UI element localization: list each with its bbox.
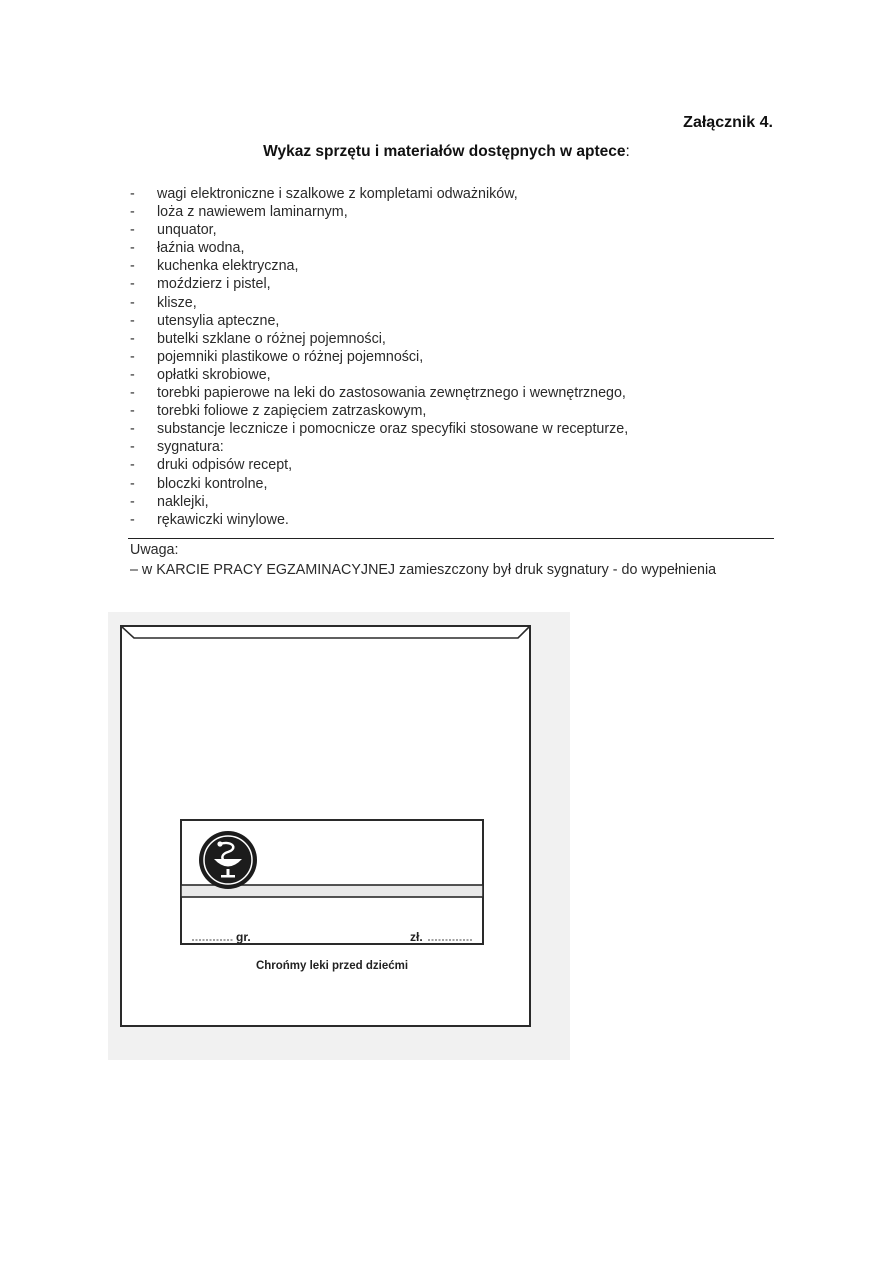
list-bullet: - [130,457,135,474]
list-bullet: - [130,186,135,202]
list-item-text: łaźnia wodna, [157,240,245,257]
equipment-list-item [130,402,775,420]
list-bullet: - [130,493,135,510]
document-title-colon: : [625,143,630,160]
equipment-list-item [130,438,775,456]
equipment-list-item [130,312,775,330]
note-text: – w KARCIE PRACY EGZAMINACYJNEJ zamieszczony był druk sygnatury - do wypełnienia [130,562,717,578]
list-item-text: loża z nawiewem laminarnym, [157,204,348,221]
equipment-list-item [130,203,775,221]
equipment-list-item [130,348,775,366]
list-bullet: - [130,475,135,492]
envelope-figure [108,612,570,1060]
document-title [0,143,893,161]
list-item-text: wagi elektroniczne i szalkowe z kompletami odważników, [157,186,518,202]
equipment-list-item [130,384,775,402]
list-item-text: druki odpisów recept, [157,457,293,474]
list-bullet: - [130,204,135,221]
equipment-list-item [130,330,775,348]
note-label: Uwaga: [130,542,179,558]
equipment-list-item [130,185,775,203]
list-item-text: utensylia apteczne, [157,312,280,329]
equipment-list-item [130,456,775,474]
equipment-list-item [130,366,775,384]
equipment-list-item [130,420,775,438]
list-bullet: - [130,403,135,420]
list-item-text: unquator, [157,222,217,239]
list-item-text: naklejki, [157,493,209,510]
equipment-list-item [130,257,775,275]
list-item-text: pojemniki plastikowe o różnej pojemności, [157,348,424,365]
list-item-text: rękawiczki winylowe. [157,511,289,528]
equipment-list-item [130,475,775,493]
list-bullet: - [130,439,135,456]
list-item-text: bloczki kontrolne, [157,475,268,492]
equipment-list-item [130,275,775,293]
list-bullet: - [130,385,135,402]
list-bullet: - [130,222,135,239]
list-bullet: - [130,421,135,438]
list-bullet: - [130,330,135,347]
price-zl-label: zł. [410,930,423,944]
envelope-drawing [108,612,570,1060]
pharmacy-emblem-icon [199,831,257,889]
list-bullet: - [130,511,135,528]
list-bullet: - [130,312,135,329]
list-bullet: - [130,348,135,365]
list-item-text: klisze, [157,294,197,311]
list-item-text: kuchenka elektryczna, [157,258,299,275]
list-item-text: opłatki skrobiowe, [157,366,271,383]
list-bullet: - [130,294,135,311]
list-item-text: substancje lecznicze i pomocnicze oraz specyfiki stosowane w recepturze, [157,421,629,438]
list-item-text: sygnatura: [157,439,224,456]
price-gr-label: gr. [236,930,251,944]
equipment-list-item [130,239,775,257]
envelope-slogan: Chrońmy leki przed dziećmi [255,960,409,972]
list-bullet: - [130,366,135,383]
list-bullet: - [130,276,135,293]
list-item-text: torebki papierowe na leki do zastosowania zewnętrznego i wewnętrznego, [157,385,626,402]
list-item-text: butelki szklane o różnej pojemności, [157,330,386,347]
equipment-list-item [130,221,775,239]
list-item-text: moździerz i pistel, [157,276,271,293]
list-item-text: torebki foliowe z zapięciem zatrzaskowym, [157,403,427,420]
list-bullet: - [130,240,135,257]
annex-label: Załącznik 4. [683,114,773,131]
equipment-list [130,185,775,529]
equipment-list-item [130,294,775,312]
list-bullet: - [130,258,135,275]
equipment-list-item [130,511,775,529]
equipment-list-item [130,493,775,511]
divider-line [128,538,774,539]
document-title-text: Wykaz sprzętu i materiałów dostępnych w aptece [263,143,626,160]
